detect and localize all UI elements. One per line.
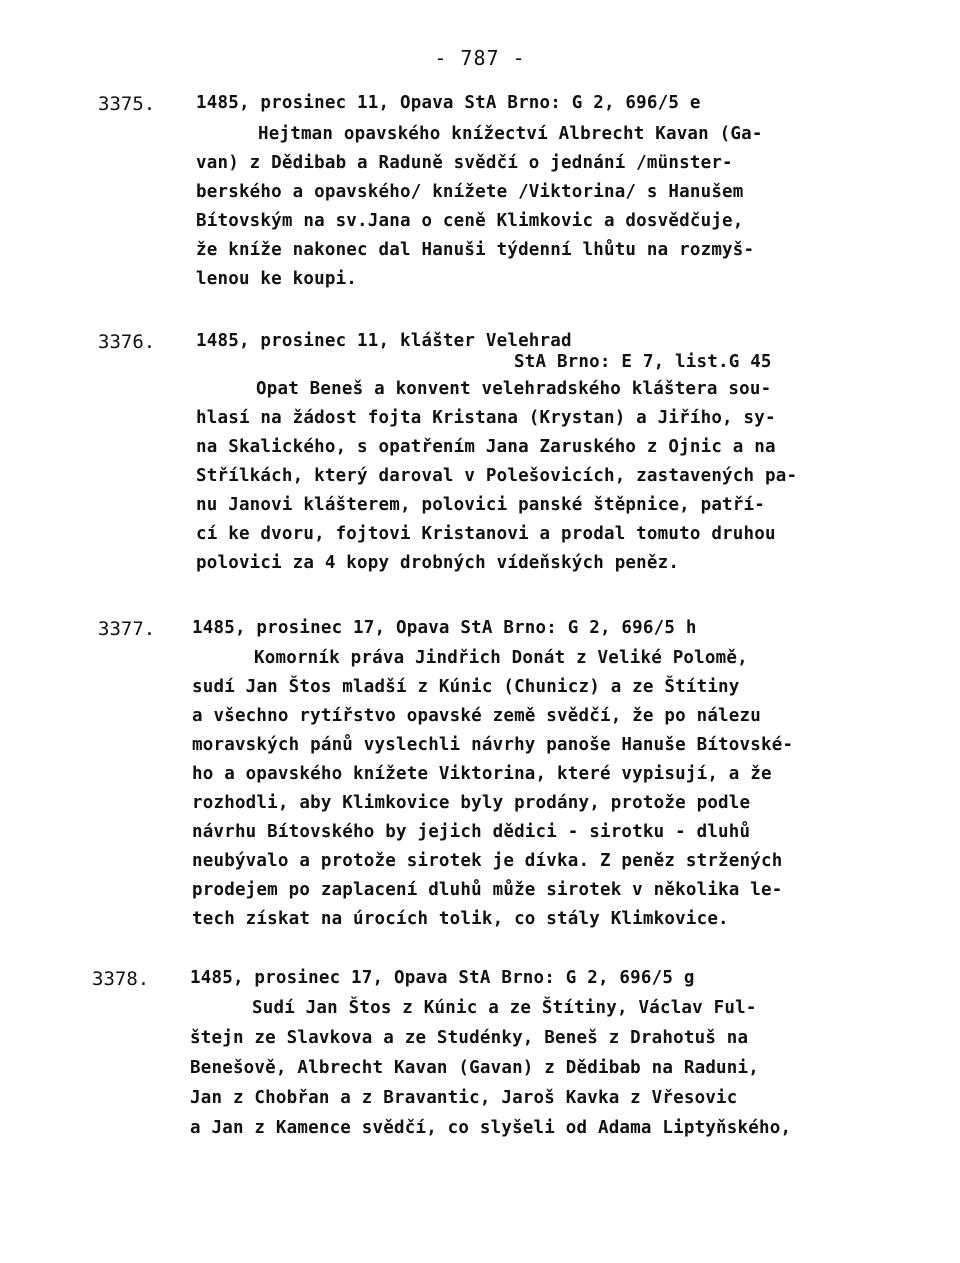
entry-text-line: Střílkách, který daroval v Polešovicích, zastavených pa- xyxy=(196,466,798,486)
entry-text-line: ho a opavského knížete Viktorina, které vypisují, a že xyxy=(192,764,772,784)
page-number: - 787 - xyxy=(434,46,526,70)
entry-text-line: Sudí Jan Štos z Kúnic a ze Štítiny, Václav Ful- xyxy=(252,998,757,1018)
entry-header-line: 1485, prosinec 17, Opava StA Brno: G 2, 696/5 h xyxy=(192,618,697,638)
entry-text-line: Benešově, Albrecht Kavan (Gavan) z Dědibab na Raduni, xyxy=(190,1058,760,1078)
entry-text-line: a Jan z Kamence svědčí, co slyšeli od Adama Liptyňského, xyxy=(190,1118,792,1138)
entry-text-line: cí ke dvoru, fojtovi Kristanovi a prodal tomuto druhou xyxy=(196,524,776,544)
entry-text-line: polovici za 4 kopy drobných vídeňských peněz. xyxy=(196,553,680,573)
entry-text-line: Opat Beneš a konvent velehradského kláštera sou- xyxy=(256,379,772,399)
entry-number: 3377. xyxy=(98,618,156,640)
entry-source-line: StA Brno: E 7, list.G 45 xyxy=(514,352,772,372)
entry-text-line: štejn ze Slavkova a ze Studénky, Beneš z Drahotuš na xyxy=(190,1028,749,1048)
entry-number: 3376. xyxy=(98,331,156,353)
entry-text-line: neubývalo a protože sirotek je dívka. Z peněz stržených xyxy=(192,851,783,871)
entry-text-line: a všechno rytířstvo opavské země svědčí, že po nálezu xyxy=(192,706,762,726)
entry-text-line: návrhu Bítovského by jejich dědici - sirotku - dluhů xyxy=(192,822,751,842)
entry-number: 3378. xyxy=(92,968,150,990)
entry-text-line: Hejtman opavského knížectví Albrecht Kavan (Ga- xyxy=(258,124,763,144)
entry-text-line: van) z Dědibab a Raduně svědčí o jednání /münster- xyxy=(196,153,733,173)
entry-text-line: hlasí na žádost fojta Kristana (Krystan) a Jiřího, sy- xyxy=(196,408,776,428)
entry-text-line: Jan z Chobřan a z Bravantic, Jaroš Kavka z Vřesovic xyxy=(190,1088,738,1108)
entry-header-line: 1485, prosinec 11, Opava StA Brno: G 2, 696/5 e xyxy=(196,93,701,113)
entry-text-line: tech získat na úrocích tolik, co stály Klimkovice. xyxy=(192,909,729,929)
entry-text-line: na Skalického, s opatřením Jana Zaruského z Ojnic a na xyxy=(196,437,776,457)
entry-number: 3375. xyxy=(98,93,156,115)
entry-header-line: 1485, prosinec 11, klášter Velehrad xyxy=(196,331,572,351)
entry-text-line: prodejem po zaplacení dluhů může sirotek v několika le- xyxy=(192,880,783,900)
entry-header-line: 1485, prosinec 17, Opava StA Brno: G 2, 696/5 g xyxy=(190,968,695,988)
entry-text-line: lenou ke koupi. xyxy=(196,269,358,289)
entry-text-line: moravských pánů vyslechli návrhy panoše Hanuše Bítovské- xyxy=(192,735,794,755)
entry-text-line: Bítovským na sv.Jana o ceně Klimkovic a dosvědčuje, xyxy=(196,211,744,231)
entry-text-line: že kníže nakonec dal Hanuši týdenní lhůtu na rozmyš- xyxy=(196,240,755,260)
entry-text-line: rozhodli, aby Klimkovice byly prodány, protože podle xyxy=(192,793,751,813)
entry-text-line: Komorník práva Jindřich Donát z Veliké Polomě, xyxy=(254,648,748,668)
entry-text-line: nu Janovi klášterem, polovici panské štěpnice, patří- xyxy=(196,495,766,515)
entry-text-line: berského a opavského/ knížete /Viktorina/ s Hanušem xyxy=(196,182,744,202)
entry-text-line: sudí Jan Štos mladší z Kúnic (Chunicz) a ze Štítiny xyxy=(192,677,740,697)
